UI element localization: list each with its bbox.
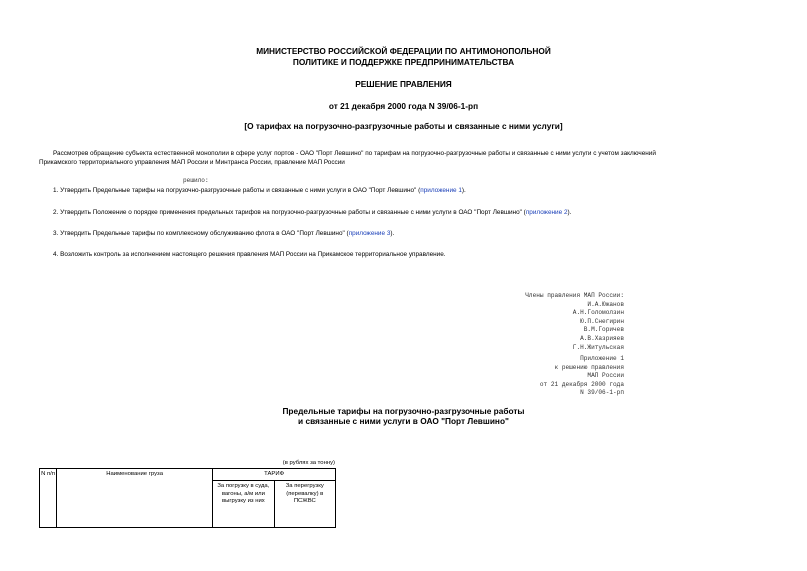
item-after: ).: [461, 187, 466, 194]
signatures-title: Члены правления МАП России:: [525, 292, 624, 299]
signatures-block: [525, 292, 624, 352]
resolution-item-3: [53, 230, 394, 238]
appendix-ref-line: Приложение 1: [580, 355, 624, 362]
signature-name: И.А.Южанов: [587, 300, 624, 308]
appendix-3-link[interactable]: приложение 3: [348, 230, 391, 237]
appendix-title-line2: и связанные с ними услуги в ОАО "Порт Левшино": [298, 416, 509, 426]
resolution-item-4: [53, 251, 446, 259]
appendix-1-link[interactable]: приложение 1: [420, 187, 462, 194]
item-text: 3. Утвердить Предельные тарифы по комплексному обслуживанию флота в ОАО "Порт Левшино" (: [53, 230, 349, 237]
appendix-ref-line: от 21 декабря 2000 года: [539, 380, 624, 388]
signature-name: А.В.Хазрияев: [580, 334, 624, 342]
preamble-line2: Прикамского территориального управления МАП России и Минтранса России, правление МАП России: [39, 159, 345, 166]
preamble-line1: Рассмотрев обращение субъекта естественной монополии в сфере услуг портов - ОАО "Порт Левшино" по тарифам на погрузочно-разгрузочные работы и связанные с ними услуги с учетом заключений: [53, 150, 656, 157]
signature-name: А.Н.Голомолзин: [572, 309, 624, 317]
signature-name: Ю.П.Снегирин: [580, 317, 624, 325]
ministry-title-line1: МИНИСТЕРСТВО РОССИЙСКОЙ ФЕДЕРАЦИИ ПО АНТИМОНОПОЛЬНОЙ: [256, 46, 551, 56]
signature-name: Г.Н.Житульская: [572, 343, 624, 351]
resolved-label: решило:: [183, 177, 209, 184]
table-header-tariff: ТАРИФ: [213, 469, 336, 481]
item-after: ).: [390, 230, 395, 237]
resolution-item-2: [53, 209, 571, 217]
appendix-ref-line: к решению правления: [554, 363, 624, 371]
table-header-transshipment: За перегрузку (перевалку) в ПСЖВС: [274, 481, 335, 528]
item-text: 2. Утвердить Положение о порядке применения предельных тарифов на погрузочно-разгрузочные работы и связанные с ними услуги в ОАО "Порт Левшино" (: [53, 209, 526, 216]
appendix-2-link[interactable]: приложение 2: [525, 209, 568, 216]
table-header-cargo-name: Наименование груза: [57, 469, 213, 528]
item-after: ).: [567, 209, 572, 216]
table-header-loading: За погрузку в суда, вагоны, а/м или выгрузку из них: [213, 481, 274, 528]
table-unit-note: (в рублях за тонну): [282, 460, 335, 466]
item-text: 1. Утвердить Предельные тарифы на погрузочно-разгрузочные работы и связанные с ними услуги в ОАО "Порт Левшино" (: [53, 187, 421, 194]
appendix-ref-line: МАП России: [587, 372, 624, 380]
tariff-table: [39, 468, 336, 528]
document-type: РЕШЕНИЕ ПРАВЛЕНИЯ: [355, 79, 452, 89]
resolution-item-1: [53, 187, 466, 195]
signature-name: В.М.Горичев: [583, 326, 624, 334]
appendix-reference: [540, 355, 624, 398]
ministry-title-line2: ПОЛИТИКЕ И ПОДДЕРЖКЕ ПРЕДПРИНИМАТЕЛЬСТВА: [292, 57, 515, 67]
document-subject: [О тарифах на погрузочно-разгрузочные работы и связанные с ними услуги]: [244, 121, 563, 131]
appendix-ref-line: N 39/06-1-рп: [580, 389, 624, 397]
table-header-number: N п/п: [40, 469, 57, 528]
appendix-title-line1: Предельные тарифы на погрузочно-разгрузочные работы: [282, 406, 525, 416]
item-text: 4. Возложить контроль за исполнением настоящего решения правления МАП России на Прикамское территориальное управление.: [53, 251, 446, 258]
document-date-number: от 21 декабря 2000 года N 39/06-1-рп: [328, 101, 479, 111]
